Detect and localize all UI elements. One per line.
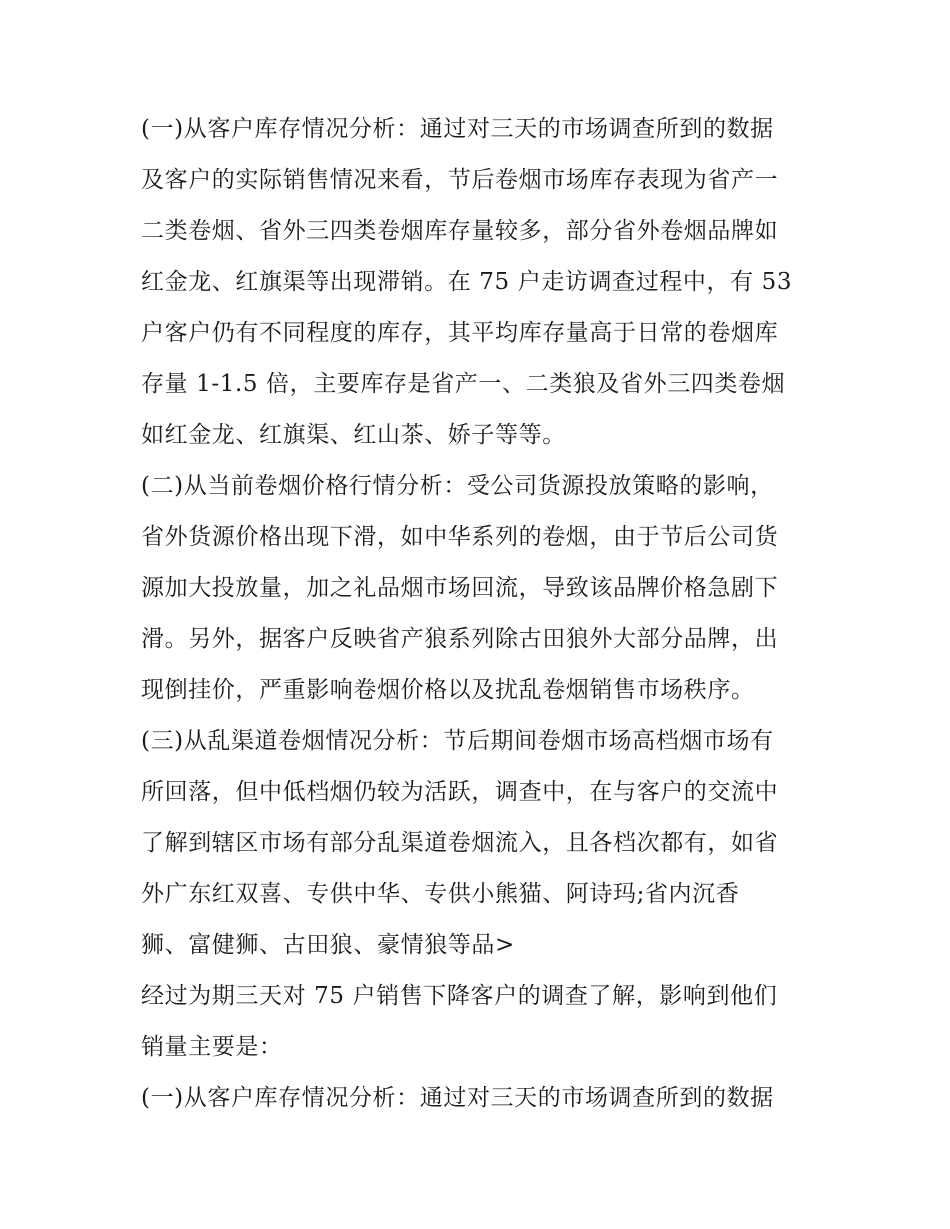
text-line: 二类卷烟、省外三四类卷烟库存量较多，部分省外卷烟品牌如 <box>141 218 779 244</box>
text-line: (一)从客户库存情况分析：通过对三天的市场调查所到的数据 <box>141 1085 774 1111</box>
text-line: 如红金龙、红旗渠、红山茶、娇子等等。 <box>141 422 566 448</box>
text-line: 外广东红双喜、专供中华、专供小熊猫、阿诗玛;省内沉香 <box>141 881 740 907</box>
text-line: 了解到辖区市场有部分乱渠道卷烟流入，且各档次都有，如省 <box>141 830 779 856</box>
text-line: 省外货源价格出现下滑，如中华系列的卷烟，由于节后公司货 <box>141 524 779 550</box>
text-line: (二)从当前卷烟价格行情分析：受公司货源投放策略的影响， <box>141 473 774 499</box>
text-line: 现倒挂价，严重影响卷烟价格以及扰乱卷烟销售市场秩序。 <box>141 677 755 703</box>
text-line: 红金龙、红旗渠等出现滞销。在 75 户走访调查过程中，有 53 <box>141 269 793 295</box>
document-body <box>141 104 813 1124</box>
text-line: 狮、富健狮、古田狼、豪情狼等品> <box>141 932 515 958</box>
text-line: 销量主要是： <box>141 1034 283 1060</box>
text-line: 及客户的实际销售情况来看，节后卷烟市场库存表现为省产一 <box>141 167 779 193</box>
text-line: 所回落，但中低档烟仍较为活跃，调查中，在与客户的交流中 <box>141 779 779 805</box>
text-line: (三)从乱渠道卷烟情况分析：节后期间卷烟市场高档烟市场有 <box>141 728 774 754</box>
text-line: (一)从客户库存情况分析：通过对三天的市场调查所到的数据 <box>141 116 774 142</box>
text-line: 存量 1-1.5 倍，主要库存是省产一、二类狼及省外三四类卷烟 <box>141 371 786 397</box>
text-line: 滑。另外，据客户反映省产狼系列除古田狼外大部分品牌，出 <box>141 626 779 652</box>
text-line: 源加大投放量，加之礼品烟市场回流，导致该品牌价格急剧下 <box>141 575 779 601</box>
text-line: 经过为期三天对 75 户销售下降客户的调查了解，影响到他们 <box>141 983 778 1009</box>
text-line: 户客户仍有不同程度的库存，其平均库存量高于日常的卷烟库 <box>141 320 779 346</box>
